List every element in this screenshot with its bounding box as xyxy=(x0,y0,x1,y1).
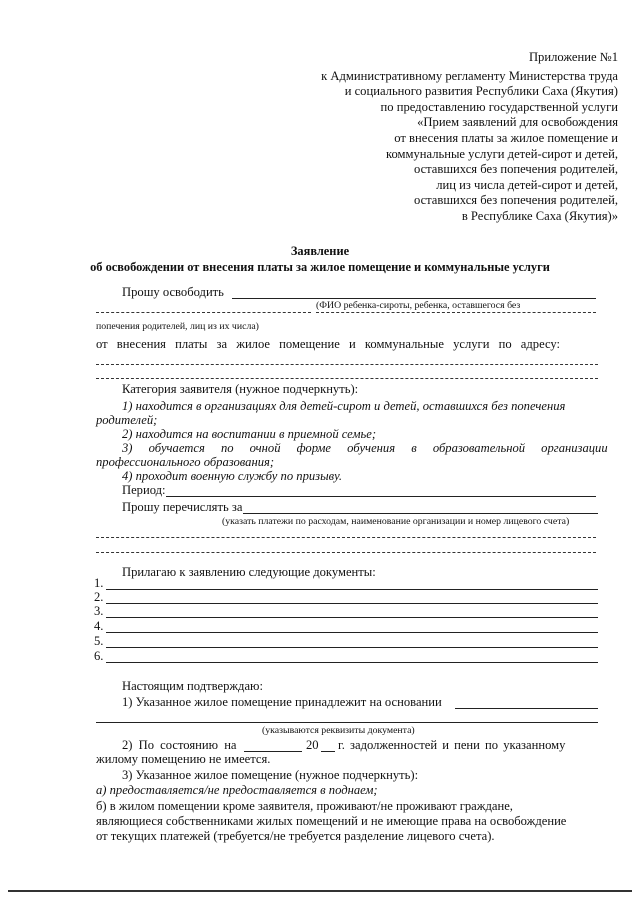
fio-hint: (ФИО ребенка-сироты, ребенка, оставшегося без xyxy=(316,300,521,311)
fio-field-cont[interactable] xyxy=(316,312,596,313)
fio-field-cont[interactable] xyxy=(96,312,311,313)
attach-field-4[interactable] xyxy=(106,632,598,633)
category-option-4[interactable]: 4) проходит военную службу по призыву. xyxy=(122,469,343,483)
confirm-item-2: 2) По состоянию на xyxy=(122,738,237,752)
header-line: от внесения платы за жилое помещение и xyxy=(394,130,618,145)
category-option-3[interactable]: 3) обучается по очной форме обучения в образовательной организации xyxy=(122,441,608,455)
fio-hint-cont: попечения родителей, лиц из их числа) xyxy=(96,321,259,332)
header-line: оставшихся без попечения родителей, xyxy=(413,193,618,208)
confirm-option-b[interactable]: б) в жилом помещении кроме заявителя, проживают/не проживают граждане, xyxy=(96,799,513,813)
transfer-label: Прошу перечислять за xyxy=(122,500,243,514)
attach-number: 1. xyxy=(94,576,104,590)
category-option-1-cont: родителей; xyxy=(96,413,158,427)
document-header xyxy=(218,50,618,225)
transfer-hint: (указать платежи по расходам, наименование организации и номер лицевого счета) xyxy=(222,516,570,527)
period-label: Период: xyxy=(122,483,166,497)
category-option-1[interactable]: 1) находится в организациях для детей-сирот и детей, оставшихся без попечения xyxy=(122,399,566,413)
confirm-option-b-cont: являющиеся собственниками жилых помещений и не имеющие права на освобождение xyxy=(96,814,567,828)
transfer-field[interactable] xyxy=(243,513,598,514)
header-line: по предоставлению государственной услуги xyxy=(380,99,618,114)
category-option-2[interactable]: 2) находится на воспитании в приемной семье; xyxy=(122,427,377,441)
header-line: коммунальные услуги детей-сирот и детей, xyxy=(385,146,618,161)
header-line: и социального развития Республики Саха (Якутия) xyxy=(344,84,618,99)
header-line: Приложение №1 xyxy=(528,50,618,64)
attach-number: 2. xyxy=(94,590,104,604)
attach-field-2[interactable] xyxy=(106,603,598,604)
address-field[interactable] xyxy=(96,378,598,379)
header-line: в Республике Саха (Якутия)» xyxy=(461,208,618,223)
category-label: Категория заявителя (нужное подчеркнуть): xyxy=(122,382,359,396)
confirm-option-a[interactable]: а) предоставляется/не предоставляется в поднаем; xyxy=(96,783,378,797)
attach-number: 5. xyxy=(94,634,104,648)
attach-number: 4. xyxy=(94,619,104,633)
attach-field-6[interactable] xyxy=(106,662,598,663)
year-field[interactable] xyxy=(321,751,335,752)
confirm-item-2-end: жилому помещению не имеется. xyxy=(96,752,271,766)
fio-field[interactable] xyxy=(232,298,596,299)
confirm-item-3: 3) Указанное жилое помещение (нужное подчеркнуть): xyxy=(122,768,419,782)
attach-number: 3. xyxy=(94,604,104,618)
header-line: оставшихся без попечения родителей, xyxy=(413,162,618,177)
header-line: лиц из числа детей-сирот и детей, xyxy=(436,177,618,192)
address-field[interactable] xyxy=(96,364,598,365)
header-line: «Прием заявлений для освобождения xyxy=(417,115,618,130)
attach-label: Прилагаю к заявлению следующие документы: xyxy=(122,565,376,579)
confirm-label: Настоящим подтверждаю: xyxy=(122,679,263,693)
attach-number: 6. xyxy=(94,649,104,663)
confirm-item-1: 1) Указанное жилое помещение принадлежит на основании xyxy=(122,695,442,709)
ownership-basis-hint: (указываются реквизиты документа) xyxy=(262,725,415,736)
request-label: Прошу освободить xyxy=(122,285,224,299)
confirm-option-b-end: от текущих платежей (требуется/не требуется разделение лицевого счета). xyxy=(96,829,495,843)
ownership-basis-field-cont[interactable] xyxy=(96,722,598,723)
header-line: к Административному регламенту Министерства труда xyxy=(321,68,618,83)
period-field[interactable] xyxy=(166,496,596,497)
confirm-item-2-cont: г. задолженностей и пени по указанному xyxy=(338,738,566,752)
address-label: от внесения платы за жилое помещение и коммунальные услуги по адресу: xyxy=(96,337,561,351)
document-title: Заявление xyxy=(290,244,350,258)
year-prefix: 20 xyxy=(306,738,319,752)
category-option-3-cont: профессионального образования; xyxy=(96,455,275,469)
document-subtitle: об освобождении от внесения платы за жилое помещение и коммунальные услуги xyxy=(90,260,550,274)
page-bottom-rule xyxy=(8,890,632,892)
attach-field-1[interactable] xyxy=(106,589,598,590)
attach-field-3[interactable] xyxy=(106,617,598,618)
transfer-field-cont[interactable] xyxy=(96,552,596,553)
transfer-field-cont[interactable] xyxy=(96,537,596,538)
ownership-basis-field[interactable] xyxy=(455,708,598,709)
attach-field-5[interactable] xyxy=(106,647,598,648)
